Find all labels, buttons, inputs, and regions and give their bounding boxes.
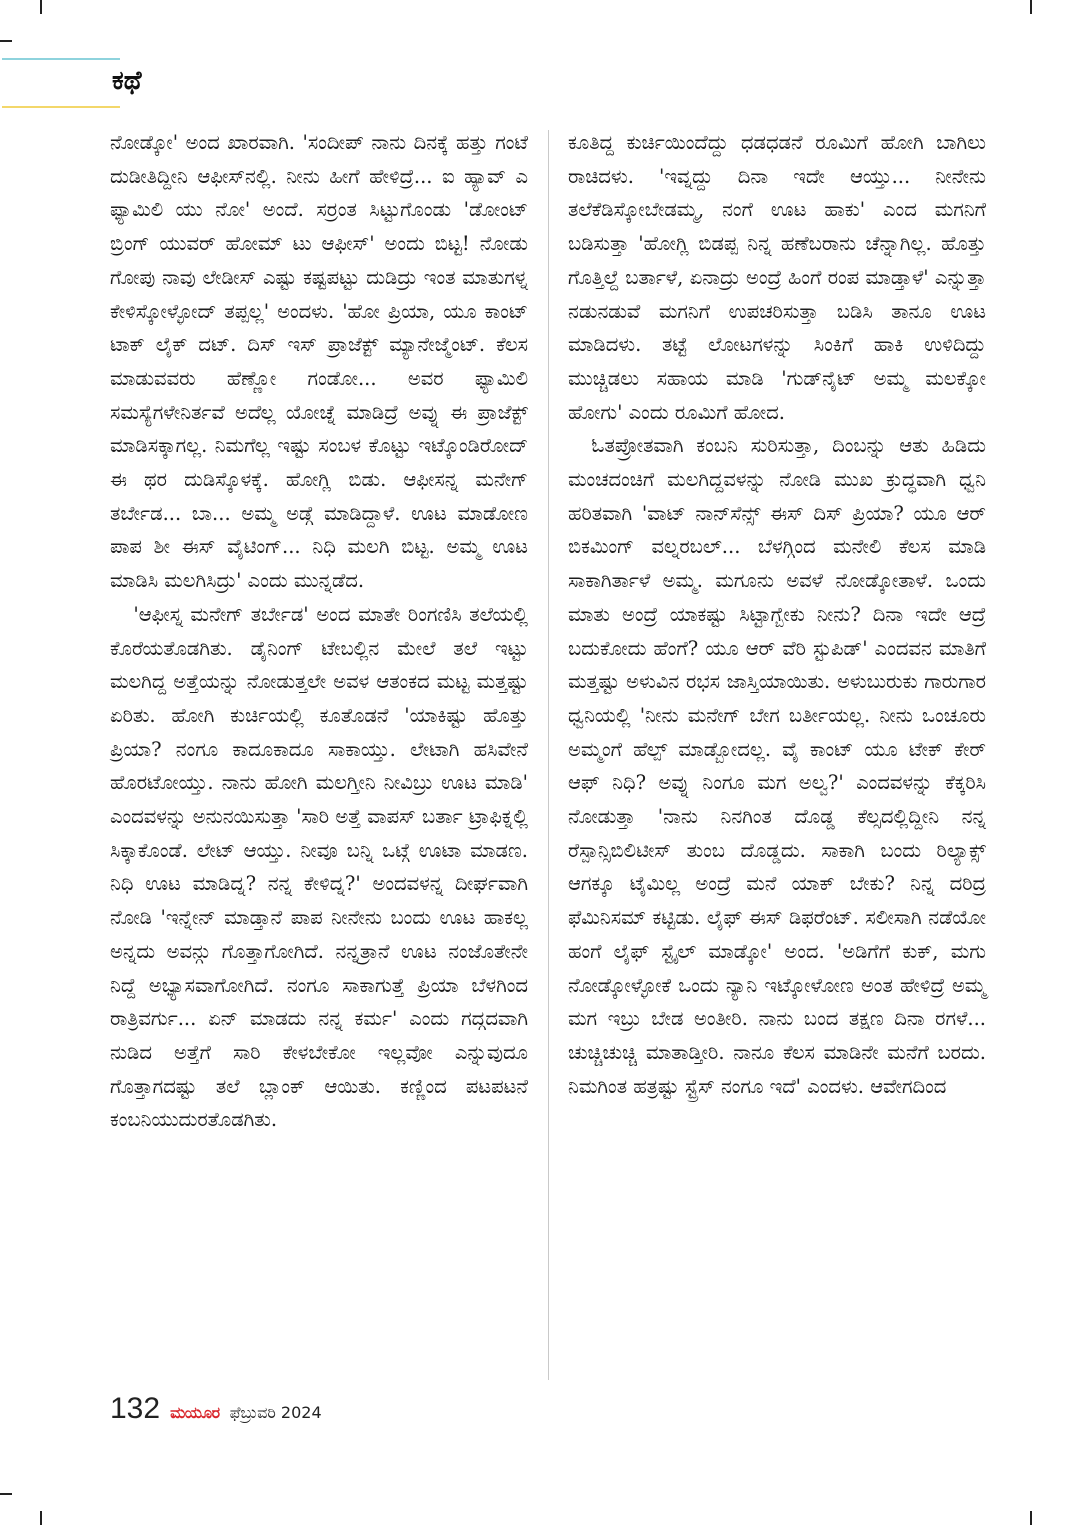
header-rule-top bbox=[2, 58, 120, 60]
crop-mark bbox=[0, 40, 12, 42]
issue-date: ಫೆಬ್ರುವರಿ 2024 bbox=[229, 1403, 322, 1422]
paragraph: ನೋಡ್ಕೋ' ಅಂದ ಖಾರವಾಗಿ. 'ಸಂದೀಪ್ ನಾನು ದಿನಕ್ಕೆ ಹತ್ತು ಗಂಟೆ ದುಡೀತಿದ್ದೀನಿ ಆಫೀಸ್‌ನಲ್ಲಿ. ನೀನು ಹೀಗೆ ಹೇಳಿದ್ರೆ... ಐ ಹ್ಯಾವ್ ಎ ಫ್ಯಾಮಿಲಿ ಯು ನೋ' ಅಂದೆ. ಸರ್ರಂತ ಸಿಟ್ಟುಗೊಂಡು 'ಡೋಂಟ್ ಬ್ರಿಂಗ್ ಯುವರ್ ಹೋಮ್ ಟು ಆಫೀಸ್' ಅಂದು ಬಿಟ್ಟ! ನೋಡು ಗೋಪು ನಾವು ಲೇಡೀಸ್ ಎಷ್ಟು ಕಷ್ಟಪಟ್ಟು ದುಡಿದ್ರು ಇಂತ ಮಾತುಗಳ್ನ ಕೇಳಿಸ್ಕೋಳ್ಳೋದ್ ತಪ್ಪಲ್ಲ' ಅಂದಳು. 'ಹೋ ಪ್ರಿಯಾ, ಯೂ ಕಾಂಟ್ ಟಾಕ್ ಲೈಕ್ ದಟ್. ದಿಸ್ ಇಸ್ ಪ್ರಾಜೆಕ್ಟ್ ಮ್ಯಾನೇಜ್ಮೆಂಟ್. ಕೆಲಸ ಮಾಡುವವರು ಹೆಣ್ಣೋ ಗಂಡೋ... ಅವರ ಫ್ಯಾಮಿಲಿ ಸಮಸ್ಯೆಗಳೇನಿರ್ತವೆ ಅದೆಲ್ಲ ಯೋಚ್ನೆ ಮಾಡಿದ್ರೆ ಅವ್ನು ಈ ಪ್ರಾಜೆಕ್ಟ್ ಮಾಡಿಸಕ್ಕಾಗಲ್ಲ. ನಿಮಗೆಲ್ಲ ಇಷ್ಟು ಸಂಬಳ ಕೊಟ್ಟು ಇಟ್ಕೊಂಡಿರೋದ್ ಈ ಥರ ದುಡಿಸ್ಕೊಳಕ್ಕೆ. ಹೋಗ್ಲಿ ಬಿಡು. ಆಫೀಸನ್ನ ಮನೇಗ್ ತರ್ಬೇಡ... ಬಾ... ಅಮ್ಮ ಅಡ್ಗೆ ಮಾಡಿದ್ದಾಳೆ. ಊಟ ಮಾಡೋಣ ಪಾಪ ಶೀ ಈಸ್ ವೈಟಿಂಗ್... ನಿಧಿ ಮಲಗಿ ಬಿಟ್ಟ. ಅಮ್ಮ ಊಟ ಮಾಡಿಸಿ ಮಲಗಿಸಿದ್ರು' ಎಂದು ಮುನ್ನಡೆದ. bbox=[110, 131, 528, 593]
page-footer bbox=[110, 1392, 322, 1426]
paragraph: ಕೂತಿದ್ದ ಕುರ್ಚಿಯಿಂದೆದ್ದು ಧಡಧಡನೆ ರೂಮಿಗೆ ಹೋಗಿ ಬಾಗಿಲು ರಾಚಿದಳು. 'ಇವ್ನದ್ದು ದಿನಾ ಇದೇ ಆಯ್ತು... ನೀನೇನು ತಲೆಕೆಡಿಸ್ಕೋಬೇಡಮ್ಮ, ನಂಗೆ ಊಟ ಹಾಕು' ಎಂದ ಮಗನಿಗೆ ಬಡಿಸುತ್ತಾ 'ಹೋಗ್ಲಿ ಬಿಡಪ್ಪ ನಿನ್ನ ಹಣೆಬರಾನು ಚೆನ್ನಾಗಿಲ್ಲ. ಹೊತ್ತು ಗೊತ್ತಿಲ್ದೆ ಬರ್ತಾಳೆ, ಏನಾದ್ರು ಅಂದ್ರೆ ಹಿಂಗೆ ರಂಪ ಮಾಡ್ತಾಳೆ' ಎನ್ನುತ್ತಾ ನಡುನಡುವೆ ಮಗನಿಗೆ ಉಪಚರಿಸುತ್ತಾ ಬಡಿಸಿ ತಾನೂ ಊಟ ಮಾಡಿದಳು. ತಟ್ಟೆ ಲೋಟಗಳನ್ನು ಸಿಂಕಿಗೆ ಹಾಕಿ ಉಳಿದಿದ್ದು ಮುಚ್ಚಿಡಲು ಸಹಾಯ ಮಾಡಿ 'ಗುಡ್‌ನೈಟ್ ಅಮ್ಮ ಮಲಕ್ಕೋ ಹೋಗು' ಎಂದು ರೂಮಿಗೆ ಹೋದ. bbox=[568, 131, 986, 424]
paragraph: 'ಆಫೀಸ್ನ ಮನೇಗ್ ತರ್ಬೇಡ' ಅಂದ ಮಾತೇ ರಿಂಗಣಿಸಿ ತಲೆಯಲ್ಲಿ ಕೊರೆಯತೊಡಗಿತು. ಡೈನಿಂಗ್ ಟೇಬಲ್ಲಿನ ಮೇಲೆ ತಲೆ ಇಟ್ಟು ಮಲಗಿದ್ದ ಅತ್ತೆಯನ್ನು ನೋಡುತ್ತಲೇ ಅವಳ ಆತಂಕದ ಮಟ್ಟ ಮತ್ತಷ್ಟು ಏರಿತು. ಹೋಗಿ ಕುರ್ಚಿಯಲ್ಲಿ ಕೂತೊಡನೆ 'ಯಾಕಿಷ್ಟು ಹೊತ್ತು ಪ್ರಿಯಾ? ನಂಗೂ ಕಾದೂಕಾದೂ ಸಾಕಾಯ್ತು. ಲೇಟಾಗಿ ಹಸಿವೇನೆ ಹೊರಟೋಯ್ತು. ನಾನು ಹೋಗಿ ಮಲಗ್ತೀನಿ ನೀವಿಬ್ರು ಊಟ ಮಾಡಿ' ಎಂದವಳನ್ನು ಅನುನಯಿಸುತ್ತಾ 'ಸಾರಿ ಅತ್ತೆ ವಾಪಸ್ ಬರ್ತಾ ಟ್ರಾಫಿಕ್ನಲ್ಲಿ ಸಿಕ್ಕಾಕೊಂಡೆ. ಲೇಟ್ ಆಯ್ತು. ನೀವೂ ಬನ್ನಿ ಒಟ್ಗೆ ಊಟಾ ಮಾಡಣ. ನಿಧಿ ಊಟ ಮಾಡಿದ್ನ? ನನ್ನ ಕೇಳಿದ್ನ?' ಅಂದವಳನ್ನ ದೀರ್ಘವಾಗಿ ನೋಡಿ 'ಇನ್ನೇನ್ ಮಾಡ್ತಾನೆ ಪಾಪ ನೀನೇನು ಬಂದು ಊಟ ಹಾಕಲ್ಲ ಅನ್ನದು ಅವನ್ಗು ಗೊತ್ತಾಗೋಗಿದೆ. ನನ್ನತ್ರಾನೆ ಊಟ ನಂಜೊತೇನೇ ನಿದ್ದೆ ಅಭ್ಯಾಸವಾಗೋಗಿದೆ. ನಂಗೂ ಸಾಕಾಗುತ್ತೆ ಪ್ರಿಯಾ ಬೆಳಗಿಂದ ರಾತ್ರಿವರ್ಗು... ಏನ್ ಮಾಡದು ನನ್ನ ಕರ್ಮ' ಎಂದು ಗದ್ಗದವಾಗಿ ನುಡಿದ ಅತ್ತೆಗೆ ಸಾರಿ ಕೇಳಬೇಕೋ ಇಲ್ಲವೋ ಎನ್ನುವುದೂ ಗೊತ್ತಾಗದಷ್ಟು ತಲೆ ಬ್ಲಾಂಕ್ ಆಯಿತು. ಕಣ್ಣಿಂದ ಪಟಪಟನೆ ಕಂಬನಿಯುದುರತೊಡಗಿತು. bbox=[110, 602, 528, 1132]
article-column-right bbox=[568, 126, 986, 1103]
crop-mark bbox=[40, 0, 42, 14]
crop-mark bbox=[1030, 0, 1032, 14]
crop-mark bbox=[0, 1493, 12, 1495]
header-rule-bottom bbox=[2, 106, 120, 108]
section-label: ಕಥೆ bbox=[112, 66, 142, 96]
article-column-left bbox=[110, 126, 528, 1137]
magazine-logo: ಮಯೂರ bbox=[170, 1403, 220, 1422]
paragraph: ಓತಪ್ರೋತವಾಗಿ ಕಂಬನಿ ಸುರಿಸುತ್ತಾ, ದಿಂಬನ್ನು ಆತು ಹಿಡಿದು ಮಂಚದಂಚಿಗೆ ಮಲಗಿದ್ದವಳನ್ನು ನೋಡಿ ಮುಖ ಕ್ರುದ್ಧವಾಗಿ ಧ್ವನಿ ಹರಿತವಾಗಿ 'ವಾಟ್ ನಾನ್‌ಸೆನ್ಸ್ ಈಸ್ ದಿಸ್ ಪ್ರಿಯಾ? ಯೂ ಆರ್ ಬಿಕಮಿಂಗ್ ವಲ್ನರಬಲ್... ಬೆಳಗ್ಗಿಂದ ಮನೇಲಿ ಕೆಲಸ ಮಾಡಿ ಸಾಕಾಗಿರ್ತಾಳೆ ಅಮ್ಮ. ಮಗೂನು ಅವಳೆ ನೋಡ್ಕೋತಾಳೆ. ಒಂದು ಮಾತು ಅಂದ್ರೆ ಯಾಕಷ್ಟು ಸಿಟ್ಟಾಗ್ಬೇಕು ನೀನು? ದಿನಾ ಇದೇ ಆದ್ರೆ ಬದುಕೋದು ಹೆಂಗೆ? ಯೂ ಆರ್ ವೆರಿ ಸ್ಟುಪಿಡ್' ಎಂದವನ ಮಾತಿಗೆ ಮತ್ತಷ್ಟು ಅಳುವಿನ ರಭಸ ಜಾಸ್ತಿಯಾಯಿತು. ಅಳುಬುರುಕು ಗಾರುಗಾರ ಧ್ವನಿಯಲ್ಲಿ 'ನೀನು ಮನೇಗ್ ಬೇಗ ಬರ್ತೀಯಲ್ಲ. ನೀನು ಒಂಚೂರು ಅಮ್ಮಂಗೆ ಹೆಲ್ಪ್ ಮಾಡ್ಬೋದಲ್ಲ. ವೈ ಕಾಂಟ್ ಯೂ ಟೇಕ್ ಕೇರ್ ಆಫ್ ನಿಧಿ? ಅವ್ನು ನಿಂಗೂ ಮಗ ಅಲ್ವ?' ಎಂದವಳನ್ನು ಕೆಕ್ಕರಿಸಿ ನೋಡುತ್ತಾ 'ನಾನು ನಿನಗಿಂತ ದೊಡ್ಡ ಕೆಲ್ಸದಲ್ಲಿದ್ದೀನಿ ನನ್ನ ರೆಸ್ಪಾನ್ಸಿಬಿಲಿಟೀಸ್ ತುಂಬ ದೊಡ್ಡದು. ಸಾಕಾಗಿ ಬಂದು ರಿಲ್ಯಾಕ್ಸ್ ಆಗಕ್ಕೂ ಟೈಮಿಲ್ಲ ಅಂದ್ರೆ ಮನೆ ಯಾಕ್ ಬೇಕು? ನಿನ್ನ ದರಿದ್ರ ಫೆಮಿನಿಸಮ್ ಕಟ್ಟಿಡು. ಲೈಫ್ ಈಸ್ ಡಿಫರೆಂಟ್. ಸಲೀಸಾಗಿ ನಡೆಯೋ ಹಂಗೆ ಲೈಫ್ ಸ್ಟೈಲ್ ಮಾಡ್ಕೋ' ಅಂದ. 'ಅಡಿಗೆಗೆ ಕುಕ್, ಮಗು ನೋಡ್ಕೋಳ್ಳೋಕೆ ಒಂದು ನ್ಯಾನಿ ಇಟ್ಕೋಳೋಣ ಅಂತ ಹೇಳಿದ್ರೆ ಅಮ್ಮ ಮಗ ಇಬ್ರು ಬೇಡ ಅಂತೀರಿ. ನಾನು ಬಂದ ತಕ್ಷಣ ದಿನಾ ರಗಳೆ... ಚುಚ್ಚಿಚುಚ್ಚಿ ಮಾತಾಡ್ತೀರಿ. ನಾನೂ ಕೆಲಸ ಮಾಡಿನೇ ಮನೆಗೆ ಬರದು. ನಿಮಗಿಂತ ಹತ್ರಷ್ಟು ಸ್ಟ್ರೆಸ್ ನಂಗೂ ಇದೆ' ಎಂದಳು. ಆವೇಗದಿಂದ bbox=[568, 434, 986, 1098]
crop-mark bbox=[1030, 1511, 1032, 1525]
page-number: 132 bbox=[110, 1392, 161, 1425]
crop-mark bbox=[40, 1511, 42, 1525]
column-divider bbox=[548, 130, 549, 1380]
